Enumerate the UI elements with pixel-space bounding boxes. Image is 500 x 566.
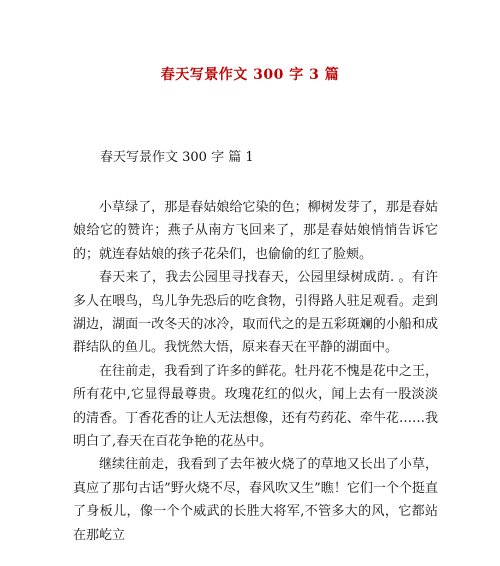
- paragraph-2: 春天来了，我去公园里寻找春天，公园里绿树成荫. 。有许多人在喂鸟，鸟儿争先恐后的吃食物，引得路人驻足观看。走到湖边，湖面一改冬天的冰冷，取而代之的是五彩斑斓的小船和成群结队的鱼儿。我恍然大悟，原来春天在平静的湖面中。: [73, 270, 438, 356]
- paragraph-3: 在往前走，我看到了许多的鲜花。牡丹花不愧是花中之王，所有花中,它显得最尊贵。玫瑰花红的似火，闻上去有一股淡淡的清香。丁香花香的让人无法想像，还有芍药花、牵牛花……我明白了,春天在百花争艳的花丛中。: [73, 363, 438, 450]
- paragraph-4: 继续往前走，我看到了去年被火烧了的草地又长出了小草，真应了那句古话”野火烧不尽，春风吹又生”瞧！它们一个个挺直了身板儿，像一个个威武的长胜大将军,不管多大的风，它都站在那屹立: [73, 457, 438, 543]
- article-body: [73, 196, 438, 547]
- paragraph-1: 小草绿了，那是春姑娘给它染的色；柳树发芽了，那是春姑娘给它的赞许；燕子从南方飞回来了，那是春姑娘悄悄告诉它的；就连春姑娘的孩子花朵们，也偷偷的红了脸颊。: [73, 200, 438, 262]
- section-heading: 春天写景作文 300 字 篇 1: [100, 150, 254, 165]
- document-title: 春天写景作文 300 字 3 篇: [160, 67, 340, 83]
